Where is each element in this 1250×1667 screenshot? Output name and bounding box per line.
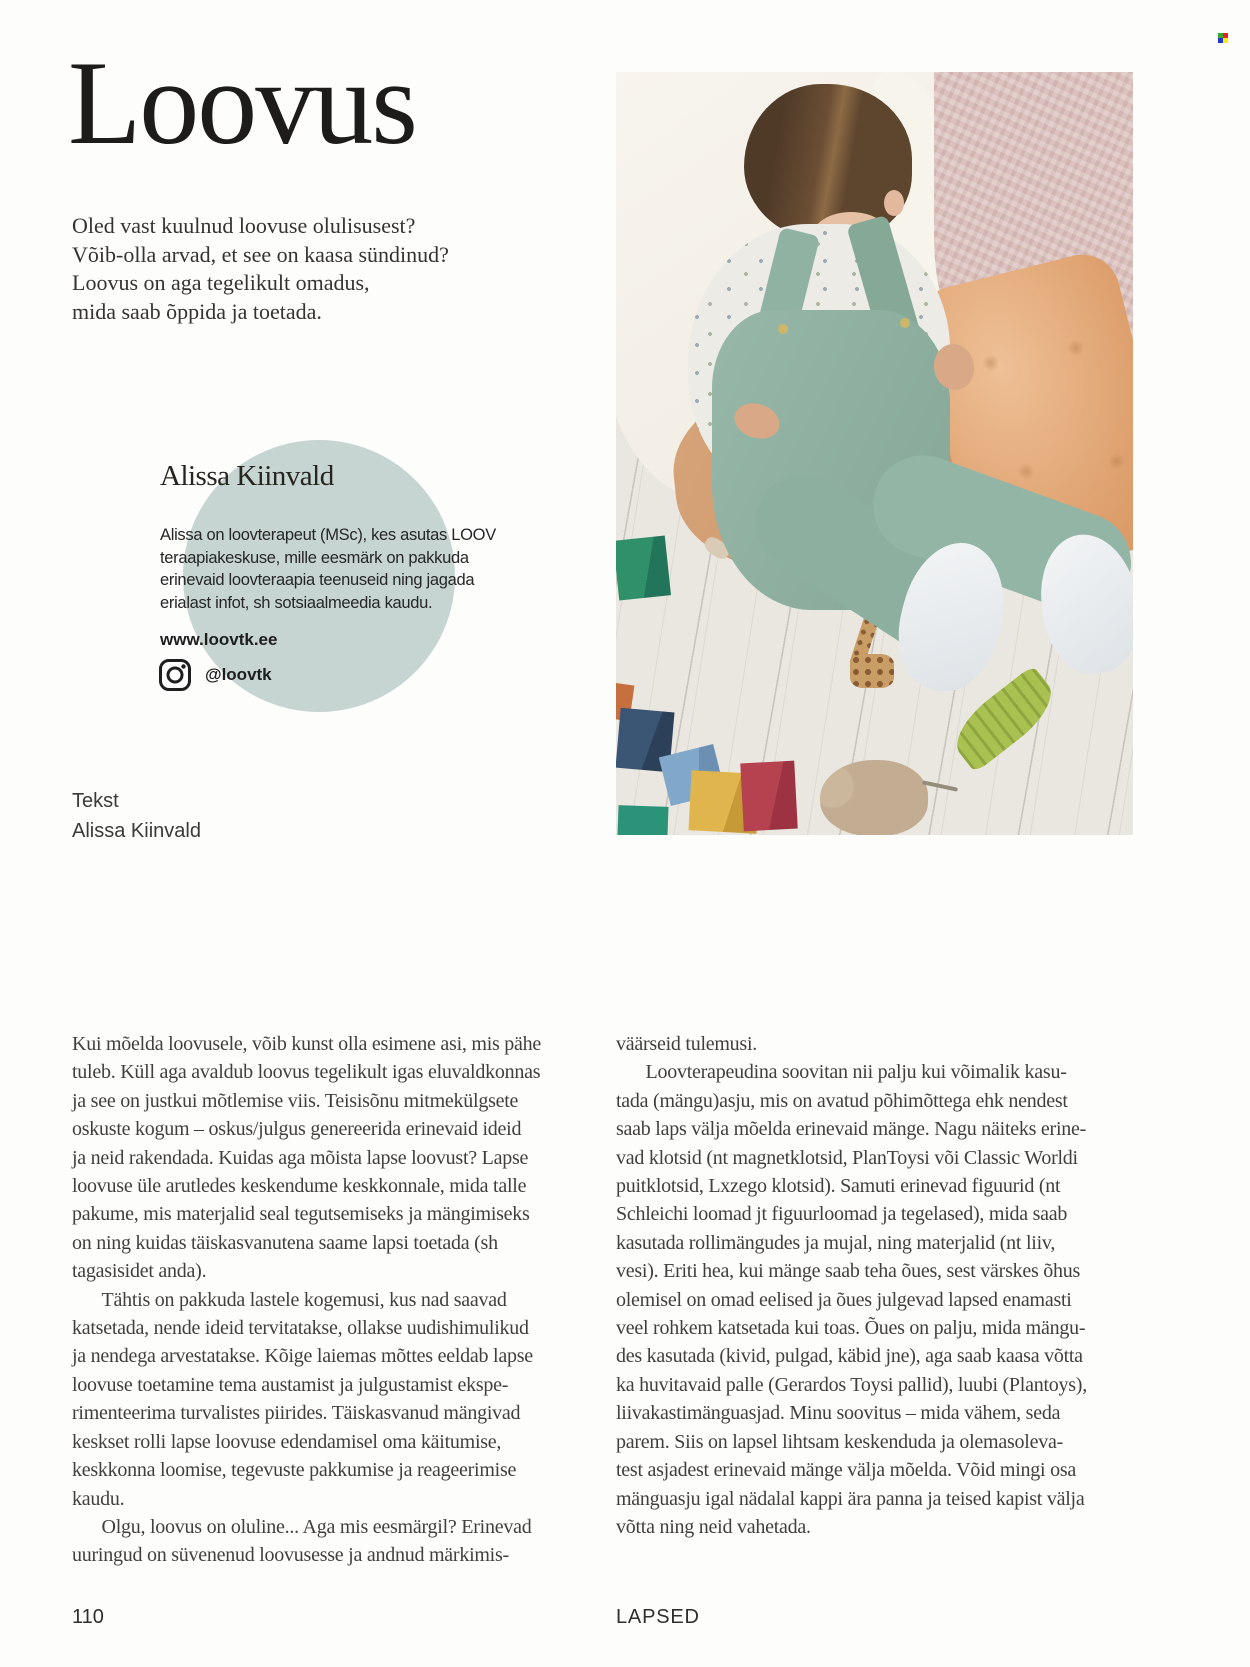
photo-block-teal [617,805,668,835]
text-credit [72,786,201,846]
instagram-handle: @loovtk [205,665,272,684]
photo-toy-giraffe-body [850,654,894,688]
article-column-right: väärseid tulemusi. Loovterapeudina soovitan nii palju kui võimalik kasu- tada (mängu)asju, mis on avatud põhimõttega ehk nendest saab laps välja mõelda erinevaid mänge. Nagu näiteks erine- vad klotsid (nt magnetklotsid, PlanToysi või Classic Worldi puitklotsid, Lxzego klotsid). Samuti erinevad figuurid (nt Schleichi loomad jt figuurloomad ja tegelased), mida saab kasutada rollimängudes ja mujal, ning materjalid (nt liiv, vesi). Eriti hea, kui mänge saab teha õues, sest värskes õhus olemisel on omad eelised ja õues julgevad lapsed enamasti veel rohkem katsetada kui toas. Õues on palju, mida mängu- des kasutada (kivid, pulgad, käbid jne), aga saab kaasa võtta ka huvitavaid palle (Gerardos Toysi pallid), luubi (Plantoys), liivakastimänguasjad. Minu soovitus – mida vähem, seda parem. Siis on lapsel lihtsam keskenduda ja olemasoleva- test asjadest erinevaid mänge välja mõelda. Võid mingi osa mänguasju igal nädalal kappi ära panna ja teised kapist välja võtta ning neid vahetada. [616,1033,1087,1538]
photo-child-ear [884,190,904,216]
photo-overalls-button-left [778,324,788,334]
page-title: Loovus [68,36,416,169]
instagram-row [158,658,272,692]
credit-label: Tekst [72,790,119,812]
photo-block-green [616,535,671,600]
author-bio: Alissa on loovterapeut (MSc), kes asutas LOOV teraapiakeskuse, mille eesmärk on pakkuda erinevaid loovteraapia teenuseid ning jagada erialast infot, sh sotsiaalmeedia kaudu. [160,526,496,613]
instagram-icon [158,658,192,692]
intro-paragraph: Oled vast kuulnud loovuse olulisusest? Võib-olla arvad, et see on kaasa sündinud? Loovus on aga tegelikult omadus, mida saab õppida ja toetada. [72,213,449,324]
section-label: LAPSED [616,1606,700,1628]
author-website: www.loovtk.ee [160,630,278,649]
article-photo [616,72,1133,835]
photo-toy-elephant [820,760,928,835]
article-column-left: Kui mõelda loovusele, võib kunst olla esimene asi, mis pähe tuleb. Küll aga avaldub loovus tegelikult igas eluvaldkonnas ja see on justkui mõtlemise viis. Teisisõnu mitmekülgsete oskuste kogum – oskus/julgus genereerida erinevaid ideid ja neid rakendada. Kuidas aga mõista lapse loovust? Lapse loovuse üle arutledes keskendume keskkonnale, mida talle pakume, mis materjalid seal tegutsemiseks ja mängimiseks on ning kuidas täiskasvanutena saame lapsi toetada (sh tagasisidet anda). Tähtis on pakkuda lastele kogemusi, kus nad saavad katsetada, nende ideid tervitatakse, ollakse uudishimulikud ja nendega arvestatakse. Kõige laiemas mõttes eeldab lapse loovuse toetamine tema austamist ja julgustamist ekspe- rimenteerima turvalistes piirides. Täiskasvanud mängivad keskset rolli lapse loovuse edendamisel oma käitumise, keskkonna loomise, tegevuste pakkumise ja reageerimise kaudu. Olgu, loovus on oluline... Aga mis eesmärgil? Erinevad uuringud on süvenenud loovusesse ja andnud märkimis- [72,1033,542,1567]
corner-logo-square-yellow [1223,38,1228,43]
page-number: 110 [72,1606,104,1628]
photo-overalls-button-right [900,318,910,328]
corner-logo [1218,33,1228,43]
credit-name: Alissa Kiinvald [72,820,201,842]
photo-block-red [740,761,797,832]
author-name: Alissa Kiinvald [160,460,334,492]
